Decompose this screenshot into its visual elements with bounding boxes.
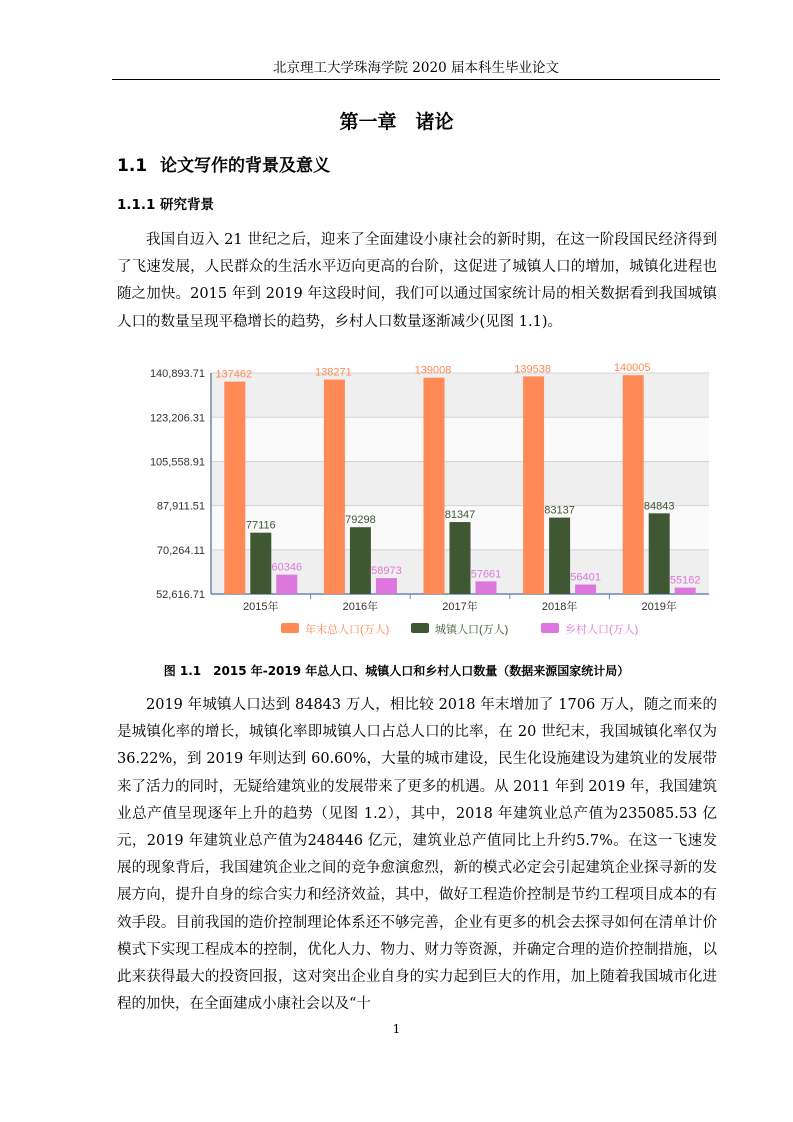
data-label: 57661 — [470, 568, 502, 581]
subsection-heading — [117, 193, 214, 213]
figure-caption: 图 1.1 2015 年-2019 年总人口、城镇人口和乡村人口数量（数据来源国家统计局） — [163, 664, 630, 678]
x-tick-label: 2017年 — [442, 601, 478, 613]
running-header: 北京理工大学珠海学院 2020 届本科生毕业论文 — [273, 60, 559, 76]
data-label: 79298 — [345, 514, 376, 527]
bar-total — [224, 382, 245, 594]
bar-urban — [649, 513, 670, 594]
data-label: 139538 — [514, 363, 551, 376]
paragraph-background: 我国自迈入 21 世纪之后，迎来了全面建设小康社会的新时期，在这一阶段国民经济得到了飞速发展，人民群众的生活水平迈向更高的台阶，这促进了城镇人口的增加，城镇化进程也随之加快。2015 年到 2019 年这段时间，我们可以通过国家统计局的相关数据看到我国城镇人口的数量呈现平稳增长的趋势，乡村人口数量逐渐减少(见图 1.1)。 — [117, 232, 717, 330]
x-tick-label: 2015年 — [243, 601, 279, 613]
data-label: 139008 — [414, 364, 452, 377]
header-divider — [112, 79, 720, 80]
legend-swatch — [541, 623, 559, 633]
data-label: 55162 — [669, 574, 701, 587]
data-label: 56401 — [570, 571, 601, 584]
page-number: 1 — [392, 1022, 401, 1036]
data-label: 81347 — [444, 509, 476, 522]
data-label: 137462 — [215, 368, 253, 381]
data-label: 140005 — [613, 362, 651, 375]
y-tick-label: 140,893.71 — [149, 368, 205, 380]
bar-total — [424, 378, 445, 594]
y-tick-label: 70,264.11 — [156, 544, 205, 557]
chapter-title: 第一章 诸论 — [339, 111, 454, 133]
section-heading — [117, 151, 330, 176]
bar-rural — [376, 578, 397, 594]
bar-total — [523, 376, 544, 594]
bar-rural — [276, 575, 297, 594]
subsection-number: 1.1.1 — [117, 197, 156, 213]
bar-rural — [575, 585, 596, 594]
y-tick-label: 123,206.31 — [149, 412, 205, 425]
x-tick-label: 2018年 — [541, 601, 578, 613]
subsection-title: 研究背景 — [160, 197, 214, 213]
paragraph-urbanization: 2019 年城镇人口达到 84843 万人，相比较 2018 年末增加了 1706 万人，随之而来的是城镇化率的增长，城镇化率即城镇人口占总人口的比率，在 20 世纪末，我国城镇化率仅为 36.22%，到 2019 年则达到 60.60%，大量的城市建设，民生化设施建设为建筑业的发展带来了活力的同时，无疑给建筑业的发展带来了更多的机遇。从 2011 年到 2019 年，我国建筑业总产值呈现逐年上升的趋势（见图 1.2），其中，2018 年建筑业总产值为235085.53 亿元，2019 年建筑业总产值为248446 亿元，建筑业总产值同比上升约5.7%。在这一飞速发展的现象背后，我国建筑企业之间的竞争愈演愈烈，新的模式必定会引起建筑企业探寻新的发展方向，提升自身的综合实力和经济效益，其中，做好工程造价控制是节约工程项目成本的有效手段。目前我国的造价控制理论体系还不够完善，企业有更多的机会去探寻如何在清单计价模式下实现工程成本的控制，优化人力、物力、财力等资源，并确定合理的造价控制措施，以此来获得最大的投资回报，这对突出企业自身的实力起到巨大的作用，加上随着我国城市化进程的加快，在全面建成小康社会以及“十 — [117, 697, 717, 1013]
bar-urban — [549, 518, 570, 594]
bar-total — [623, 375, 644, 594]
bar-total — [324, 380, 345, 594]
y-tick-label: 87,911.51 — [156, 500, 205, 513]
x-tick-label: 2016年 — [342, 601, 379, 613]
data-label: 77116 — [245, 519, 276, 532]
legend-swatch — [411, 623, 429, 633]
bar-urban — [250, 533, 271, 594]
section-number: 1.1 — [117, 156, 148, 176]
legend-label: 乡村人口(万人) — [565, 624, 639, 636]
section-title: 论文写作的背景及意义 — [160, 156, 330, 176]
x-tick-label: 2019年 — [641, 601, 677, 613]
data-label: 138271 — [315, 366, 352, 379]
bar-rural — [476, 581, 497, 594]
bar-urban — [350, 527, 371, 594]
y-tick-label: 52,616.71 — [156, 589, 205, 601]
bar-rural — [675, 588, 696, 594]
bar-urban — [450, 522, 471, 594]
data-label: 84843 — [643, 500, 675, 513]
y-tick-label: 105,558.91 — [149, 456, 205, 469]
legend-label: 年末总人口(万人) — [305, 624, 390, 636]
legend-swatch — [281, 623, 299, 633]
population-bar-chart — [147, 357, 712, 647]
data-label: 83137 — [544, 504, 575, 517]
data-label: 60346 — [271, 561, 303, 574]
legend-label: 城镇人口(万人) — [435, 624, 509, 636]
data-label: 58973 — [371, 565, 402, 578]
